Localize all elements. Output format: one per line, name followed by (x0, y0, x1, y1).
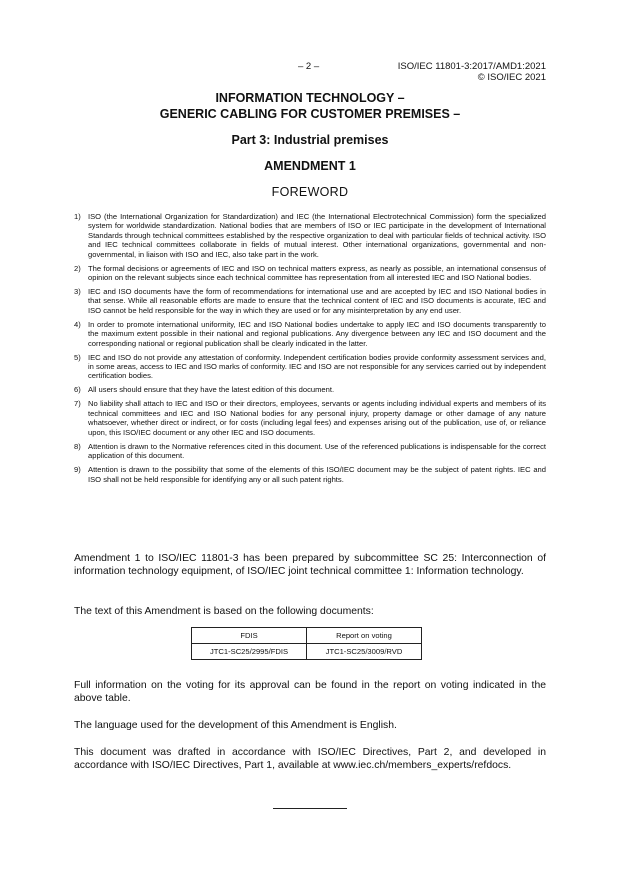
list-item (74, 212, 546, 259)
voting-table (191, 627, 422, 660)
table-cell: JTC1-SC25/2995/FDIS (192, 644, 307, 660)
note-text: No liability shall attach to IEC and ISO or their directors, employees, servants or agents including individual experts and members of its technical committees and IEC and ISO National bodies for any personal injury, property damage or other damage of any nature whatsoever, whether direct or indirect, or for costs (including legal fees) and expenses arising out of the publication, use of, or reliance upon, this ISO/IEC document or any other IEC and ISO documents. (88, 399, 546, 437)
list-item (74, 264, 546, 283)
language-paragraph: The language used for the development of this Amendment is English. (74, 720, 397, 731)
note-text: The formal decisions or agreements of IEC and ISO on technical matters express, as nearly as possible, an international consensus of opinion on the relevant subjects since each technical committee has representation from all interested IEC and ISO National bodies. (88, 263, 546, 283)
note-number: 1) (74, 212, 81, 221)
table-row (192, 644, 422, 660)
table-header-cell: FDIS (192, 628, 307, 644)
drafted-paragraph: This document was drafted in accordance with ISO/IEC Directives, Part 2, and developed in accordance with ISO/IEC Directives, Part 1, available at www.iec.ch/members_experts/refdocs. (74, 747, 546, 771)
foreword-notes (74, 212, 546, 489)
list-item (74, 287, 546, 315)
header-right (398, 61, 546, 83)
list-item (74, 353, 546, 381)
title-block (0, 90, 620, 200)
note-text: ISO (the International Organization for Standardization) and IEC (the International Electrotechnical Commission) form the specialized system for worldwide standardization. National bodies that are members of ISO or IEC participate in the development of International Standards through technical committees established by the respective organization to deal with particular fields of technical activity. ISO and IEC technical committees collaborate in fields of mutual interest. Other international organizations, governmental and non-governmental, in liaison with ISO and IEC, also take part in the work. (88, 212, 546, 259)
note-number: 7) (74, 399, 81, 409)
amendment-paragraph: Amendment 1 to ISO/IEC 11801-3 has been prepared by subcommittee SC 25: Interconnection of information technology equipment, of ISO/IEC joint technical committee 1: Information technology. (74, 553, 546, 577)
note-text: Attention is drawn to the possibility that some of the elements of this ISO/IEC document may be the subject of patent rights. IEC and ISO shall not be held responsible for identifying any or all such patent rights. (88, 465, 546, 484)
note-number: 2) (74, 263, 81, 273)
table-header-cell: Report on voting (307, 628, 422, 644)
table-cell: JTC1-SC25/3009/RVD (307, 644, 422, 660)
part-title: Part 3: Industrial premises (231, 133, 389, 147)
note-number: 8) (74, 441, 81, 451)
amendment-title: AMENDMENT 1 (264, 159, 356, 173)
full-info-paragraph: Full information on the voting for its approval can be found in the report on voting indicated in the above table. (74, 680, 546, 704)
title-line-2: GENERIC CABLING FOR CUSTOMER PREMISES – (159, 107, 461, 121)
list-item (74, 399, 546, 437)
foreword-heading: FOREWORD (271, 185, 349, 199)
footer-rule (273, 808, 347, 809)
page-number: – 2 – (298, 61, 320, 72)
note-text: IEC and ISO do not provide any attestation of conformity. Independent certification bodies provide conformity assessment services and, in some areas, access to IEC and ISO marks of conformity. IEC and ISO are not responsible for any services carried out by independent certification bodies. (88, 352, 546, 381)
note-number: 9) (74, 465, 81, 475)
table-header-row (192, 628, 422, 644)
note-number: 6) (74, 385, 81, 395)
list-item (74, 385, 546, 394)
note-number: 4) (74, 319, 81, 329)
note-text: Attention is drawn to the Normative references cited in this document. Use of the referenced publications is indispensable for the correct application of this document. (88, 441, 546, 461)
list-item (74, 320, 546, 348)
copyright-notice: © ISO/IEC 2021 (477, 72, 546, 83)
note-text: IEC and ISO documents have the form of recommendations for international use and are accepted by IEC and ISO National bodies in that sense. While all reasonable efforts are made to ensure that the technical content of IEC and ISO documents is accurate, IEC and ISO cannot be held responsible for the way in which they are used or for any misinterpretation by any end user. (88, 287, 546, 315)
document-id: ISO/IEC 11801-3:2017/AMD1:2021 (397, 61, 546, 72)
title-line-1: INFORMATION TECHNOLOGY – (215, 91, 405, 105)
note-number: 3) (74, 287, 81, 297)
list-item (74, 442, 546, 461)
list-item (74, 465, 546, 484)
note-text: All users should ensure that they have the latest edition of this document. (88, 385, 335, 395)
based-on-paragraph: The text of this Amendment is based on the following documents: (74, 606, 374, 617)
note-text: In order to promote international uniformity, IEC and ISO National bodies undertake to apply IEC and ISO documents transparently to the maximum extent possible in their national and regional publications. Any divergence between any IEC and ISO document and the corresponding national or regional publication shall be clearly indicated in the latter. (88, 319, 546, 348)
note-number: 5) (74, 352, 81, 362)
